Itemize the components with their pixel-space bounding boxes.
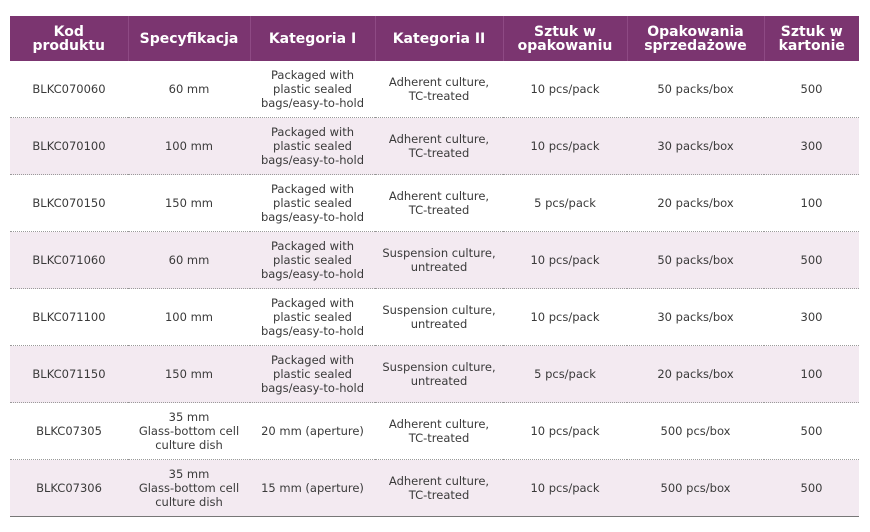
cell-kategoria-1 xyxy=(250,61,375,118)
cell-text: Packaged with xyxy=(270,239,355,253)
cell-sztuk-w-opakowaniu xyxy=(503,61,627,118)
cell-text: plastic sealed xyxy=(273,139,352,153)
header-label: Kategoria I xyxy=(268,30,357,47)
cell-text: plastic sealed xyxy=(273,367,352,381)
cell-kategoria-1 xyxy=(250,232,375,289)
cell-kategoria-1 xyxy=(250,460,375,517)
cell-text: 500 xyxy=(800,424,823,438)
cell-text: 5 pcs/pack xyxy=(534,367,596,381)
cell-text: bags/easy-to-hold xyxy=(260,381,365,395)
cell-text: Adherent culture, xyxy=(388,189,490,203)
cell-sztuk-w-kartonie xyxy=(764,232,859,289)
cell-kategoria-2 xyxy=(375,289,503,346)
cell-text: 10 pcs/pack xyxy=(530,139,600,153)
header-label: Kategoria II xyxy=(392,30,486,47)
cell-text: Packaged with xyxy=(270,296,355,310)
cell-text: BLKC07306 xyxy=(36,481,102,495)
cell-text: 15 mm (aperture) xyxy=(261,481,364,495)
cell-text: TC-treated xyxy=(408,203,470,217)
cell-text: culture dish xyxy=(155,438,223,452)
cell-kategoria-1 xyxy=(250,289,375,346)
cell-kod-produktu xyxy=(10,460,128,517)
cell-specyfikacja xyxy=(128,175,250,232)
cell-specyfikacja xyxy=(128,460,250,517)
table-row xyxy=(10,289,859,346)
cell-text: bags/easy-to-hold xyxy=(260,267,365,281)
cell-kategoria-1 xyxy=(250,346,375,403)
cell-sztuk-w-kartonie xyxy=(764,289,859,346)
cell-kod-produktu xyxy=(10,175,128,232)
cell-text: Suspension culture, xyxy=(382,360,496,374)
product-table-container xyxy=(10,16,859,517)
cell-text: 60 mm xyxy=(168,82,210,96)
cell-sztuk-w-opakowaniu xyxy=(503,118,627,175)
cell-text: Adherent culture, xyxy=(388,474,490,488)
cell-text: 10 pcs/pack xyxy=(530,481,600,495)
cell-opakowania-sprzedazowe xyxy=(627,289,764,346)
cell-text: BLKC07305 xyxy=(36,424,102,438)
header-col-opakowania-sprzedazowe xyxy=(627,16,764,61)
cell-text: 100 xyxy=(800,196,823,210)
cell-text: untreated xyxy=(410,260,468,274)
cell-sztuk-w-opakowaniu xyxy=(503,175,627,232)
cell-kategoria-1 xyxy=(250,118,375,175)
cell-sztuk-w-kartonie xyxy=(764,61,859,118)
cell-text: 150 mm xyxy=(164,367,213,381)
header-col-sztuk-w-kartonie xyxy=(764,16,859,61)
cell-kod-produktu xyxy=(10,232,128,289)
table-row xyxy=(10,232,859,289)
table-row xyxy=(10,403,859,460)
cell-opakowania-sprzedazowe xyxy=(627,460,764,517)
table-row xyxy=(10,346,859,403)
cell-text: Adherent culture, xyxy=(388,417,490,431)
header-row xyxy=(10,16,859,61)
cell-specyfikacja xyxy=(128,346,250,403)
cell-text: 500 pcs/box xyxy=(660,481,731,495)
cell-kategoria-1 xyxy=(250,403,375,460)
header-label: Specyfikacja xyxy=(139,30,239,47)
header-col-kategoria-1 xyxy=(250,16,375,61)
cell-text: 500 xyxy=(800,82,823,96)
cell-text: 30 packs/box xyxy=(657,139,734,153)
cell-kategoria-2 xyxy=(375,61,503,118)
cell-text: Packaged with xyxy=(270,353,355,367)
cell-text: culture dish xyxy=(155,495,223,509)
cell-kategoria-2 xyxy=(375,346,503,403)
cell-text: 300 xyxy=(800,310,823,324)
header-label: kartonie xyxy=(778,37,845,54)
header-label: Kod xyxy=(53,23,84,40)
cell-text: 500 xyxy=(800,253,823,267)
cell-kod-produktu xyxy=(10,403,128,460)
cell-kod-produktu xyxy=(10,118,128,175)
cell-text: 50 packs/box xyxy=(657,253,734,267)
cell-text: 20 packs/box xyxy=(657,367,734,381)
header-label: produktu xyxy=(32,37,105,54)
cell-sztuk-w-kartonie xyxy=(764,346,859,403)
header-col-specyfikacja xyxy=(128,16,250,61)
cell-text: plastic sealed xyxy=(273,253,352,267)
cell-kod-produktu xyxy=(10,289,128,346)
cell-text: 35 mm xyxy=(168,467,210,481)
cell-text: 150 mm xyxy=(164,196,213,210)
cell-kategoria-2 xyxy=(375,403,503,460)
cell-text: 20 mm (aperture) xyxy=(261,424,364,438)
cell-text: 300 xyxy=(800,139,823,153)
cell-text: TC-treated xyxy=(408,488,470,502)
cell-text: Packaged with xyxy=(270,125,355,139)
cell-opakowania-sprzedazowe xyxy=(627,403,764,460)
cell-kod-produktu xyxy=(10,346,128,403)
cell-text: 10 pcs/pack xyxy=(530,310,600,324)
cell-kategoria-2 xyxy=(375,118,503,175)
cell-specyfikacja xyxy=(128,232,250,289)
table-row xyxy=(10,175,859,232)
cell-sztuk-w-opakowaniu xyxy=(503,232,627,289)
header-label: sprzedażowe xyxy=(644,37,747,54)
cell-text: bags/easy-to-hold xyxy=(260,153,365,167)
header-label: opakowaniu xyxy=(517,37,613,54)
cell-sztuk-w-opakowaniu xyxy=(503,346,627,403)
cell-text: Suspension culture, xyxy=(382,246,496,260)
header-label: Sztuk w xyxy=(533,23,596,40)
table-row xyxy=(10,61,859,118)
cell-text: Packaged with xyxy=(270,68,355,82)
cell-text: untreated xyxy=(410,374,468,388)
cell-text: plastic sealed xyxy=(273,310,352,324)
cell-kategoria-1 xyxy=(250,175,375,232)
cell-specyfikacja xyxy=(128,289,250,346)
cell-text: Packaged with xyxy=(270,182,355,196)
cell-text: 10 pcs/pack xyxy=(530,253,600,267)
cell-text: 100 xyxy=(800,367,823,381)
cell-text: bags/easy-to-hold xyxy=(260,96,365,110)
cell-opakowania-sprzedazowe xyxy=(627,346,764,403)
cell-opakowania-sprzedazowe xyxy=(627,61,764,118)
cell-text: plastic sealed xyxy=(273,82,352,96)
cell-text: untreated xyxy=(410,317,468,331)
cell-text: TC-treated xyxy=(408,146,470,160)
cell-text: BLKC071100 xyxy=(32,310,106,324)
cell-kategoria-2 xyxy=(375,460,503,517)
cell-sztuk-w-kartonie xyxy=(764,460,859,517)
cell-specyfikacja xyxy=(128,403,250,460)
cell-text: TC-treated xyxy=(408,431,470,445)
cell-text: 10 pcs/pack xyxy=(530,424,600,438)
cell-text: Glass-bottom cell xyxy=(138,481,240,495)
cell-text: 500 xyxy=(800,481,823,495)
header-col-kategoria-2 xyxy=(375,16,503,61)
cell-specyfikacja xyxy=(128,61,250,118)
cell-text: bags/easy-to-hold xyxy=(260,324,365,338)
header-col-kod-produktu xyxy=(10,16,128,61)
cell-text: 50 packs/box xyxy=(657,82,734,96)
cell-text: 5 pcs/pack xyxy=(534,196,596,210)
cell-text: bags/easy-to-hold xyxy=(260,210,365,224)
table-header xyxy=(10,16,859,61)
cell-text: Adherent culture, xyxy=(388,75,490,89)
cell-opakowania-sprzedazowe xyxy=(627,118,764,175)
cell-text: TC-treated xyxy=(408,89,470,103)
cell-kategoria-2 xyxy=(375,175,503,232)
cell-sztuk-w-kartonie xyxy=(764,403,859,460)
cell-text: 10 pcs/pack xyxy=(530,82,600,96)
cell-sztuk-w-kartonie xyxy=(764,118,859,175)
cell-text: 500 pcs/box xyxy=(660,424,731,438)
cell-text: BLKC071150 xyxy=(32,367,106,381)
cell-text: BLKC070100 xyxy=(32,139,106,153)
product-table xyxy=(10,16,859,517)
cell-text: 100 mm xyxy=(164,310,213,324)
cell-kod-produktu xyxy=(10,61,128,118)
cell-sztuk-w-opakowaniu xyxy=(503,403,627,460)
header-label: Sztuk w xyxy=(780,23,843,40)
table-row xyxy=(10,118,859,175)
cell-text: 35 mm xyxy=(168,410,210,424)
cell-sztuk-w-opakowaniu xyxy=(503,289,627,346)
cell-text: 100 mm xyxy=(164,139,213,153)
cell-text: 30 packs/box xyxy=(657,310,734,324)
table-row xyxy=(10,460,859,517)
header-col-sztuk-w-opakowaniu xyxy=(503,16,627,61)
cell-text: BLKC071060 xyxy=(32,253,106,267)
cell-opakowania-sprzedazowe xyxy=(627,175,764,232)
cell-text: Adherent culture, xyxy=(388,132,490,146)
header-label: Opakowania xyxy=(647,23,744,40)
cell-specyfikacja xyxy=(128,118,250,175)
cell-kategoria-2 xyxy=(375,232,503,289)
cell-sztuk-w-kartonie xyxy=(764,175,859,232)
cell-text: 60 mm xyxy=(168,253,210,267)
cell-sztuk-w-opakowaniu xyxy=(503,460,627,517)
cell-text: 20 packs/box xyxy=(657,196,734,210)
cell-text: BLKC070060 xyxy=(32,82,106,96)
cell-text: plastic sealed xyxy=(273,196,352,210)
cell-text: BLKC070150 xyxy=(32,196,106,210)
cell-opakowania-sprzedazowe xyxy=(627,232,764,289)
cell-text: Suspension culture, xyxy=(382,303,496,317)
cell-text: Glass-bottom cell xyxy=(138,424,240,438)
table-body xyxy=(10,61,859,517)
